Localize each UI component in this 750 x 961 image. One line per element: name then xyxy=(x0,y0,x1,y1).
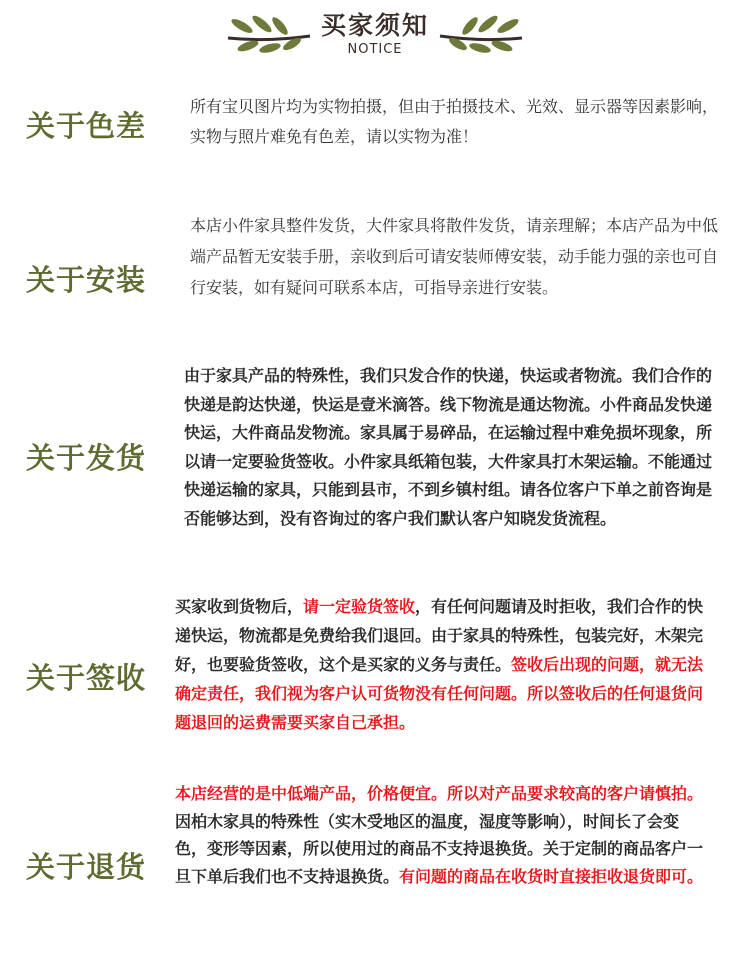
section-label: 关于发货 xyxy=(26,441,147,475)
body-segment: 因柏木家具的特殊性（实木受地区的温度，湿度等影响），时间长了会变色，变形等因素，所以使用过的商品不支持退换货。关于定制的商品客户一旦下单后我们也不支持退换货。 xyxy=(175,811,704,886)
section-body xyxy=(175,780,707,890)
notice-header xyxy=(0,0,750,70)
section-body xyxy=(190,210,720,303)
section-label: 关于签收 xyxy=(26,661,147,695)
body-segment: 本店小件家具整件发货，大件家具将散件发货，请亲理解；本店产品为中低端产品暂无安装手册，亲收到后可请安装师傅安装，动手能力强的亲也可自行安装，如有疑问可联系本店，可指导亲进行安装。 xyxy=(190,216,719,297)
body-segment-highlight: 请一定验货签收 xyxy=(303,597,416,616)
body-segment: ，有任何问题请及时拒收，我们合作的快递快运，物流都是免费给我们退回。由于家具的特殊性，包装完好，木架完好，也要验货签收，这个是买家的义务与责任。 xyxy=(175,597,704,674)
section-body xyxy=(184,362,716,533)
olive-branch-right-icon xyxy=(436,12,528,54)
section-body xyxy=(175,592,707,737)
section-label: 关于退货 xyxy=(26,850,147,884)
section-body xyxy=(190,92,720,152)
notice-subtitle: NOTICE xyxy=(347,42,403,57)
section-label: 关于色差 xyxy=(26,109,147,143)
body-segment: 买家收到货物后， xyxy=(175,597,304,616)
body-segment: 所有宝贝图片均为实物拍摄，但由于拍摄技术、光效、显示器等因素影响，实物与照片难免有色差，请以实物为准！ xyxy=(190,97,719,146)
notice-title: 买家须知 xyxy=(320,11,429,40)
section-label: 关于安装 xyxy=(26,263,147,297)
body-segment: 由于家具产品的特殊性，我们只发合作的快递，快运或者物流。我们合作的快递是韵达快递，快运是壹米滴答。线下物流是通达物流。小件商品发快递快运，大件商品发物流。家具属于易碎品，在运输过程中难免损坏现象，所以请一定要验货签收。小件家具纸箱包装，大件家具打木架运输。不能通过快递运输的家具，只能到县市，不到乡镇村组。请各位客户下单之前咨询是否能够达到，没有咨询过的客户我们默认客户知晓发货流程。 xyxy=(184,366,713,528)
body-segment-highlight: 本店经营的是中低端产品，价格便宜。所以对产品要求较高的客户请慎拍。 xyxy=(175,784,704,803)
body-segment-highlight: 有问题的商品在收货时直接拒收退货即可。 xyxy=(399,866,704,886)
body-segment-highlight: 签收后出现的问题，就无法确定责任，我们视为客户认可货物没有任何问题。所以签收后的任何退货问题退回的运费需要买家自己承担。 xyxy=(175,655,704,732)
